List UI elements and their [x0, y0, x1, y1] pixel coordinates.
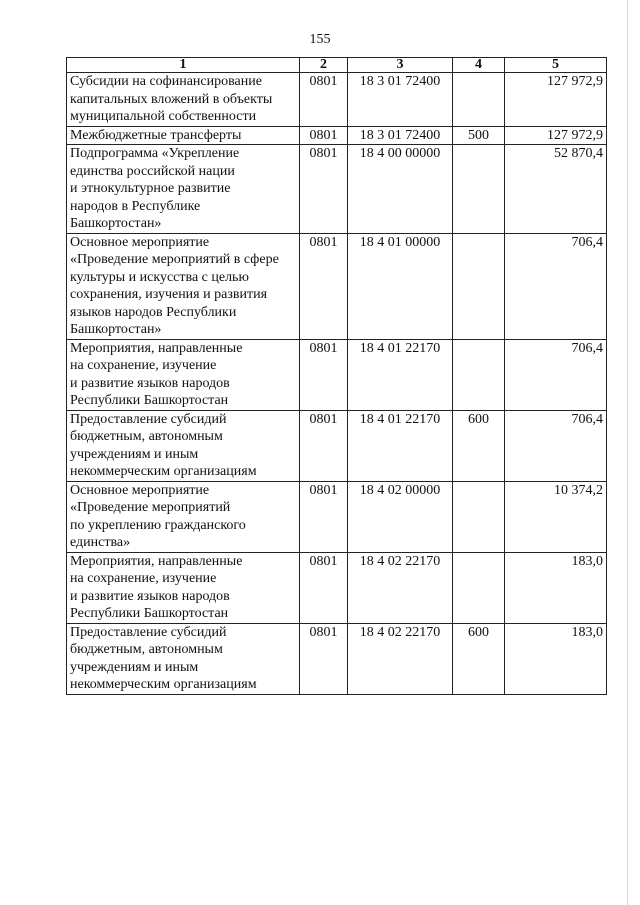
cell-name-line: и этнокультурное развитие [70, 181, 231, 196]
cell-section: 0801 [300, 339, 348, 410]
header-col-3: 3 [348, 58, 453, 73]
cell-name-line: Предоставление субсидий [70, 624, 227, 640]
cell-name-line: капитальных вложений в объекты [70, 91, 273, 107]
table-row [67, 552, 607, 623]
cell-name [67, 623, 300, 694]
cell-name [67, 73, 300, 127]
cell-code: 18 3 01 72400 [348, 126, 453, 145]
cell-type: 600 [453, 623, 505, 694]
cell-name-line: Основное мероприятие [70, 482, 210, 498]
cell-section: 0801 [300, 623, 348, 694]
cell-code: 18 4 02 22170 [348, 552, 453, 623]
cell-name-line: народов в Республике [70, 198, 201, 214]
cell-code: 18 4 02 00000 [348, 481, 453, 552]
table-body [67, 73, 607, 695]
cell-name-line: и развитие языков народов [70, 588, 230, 604]
page-number: 155 [309, 32, 331, 47]
cell-section: 0801 [300, 233, 348, 339]
cell-code: 18 4 01 00000 [348, 233, 453, 339]
cell-name-line: Мероприятия, направленные [70, 340, 243, 356]
table-row [67, 481, 607, 552]
cell-amount: 10 374,2 [505, 481, 607, 552]
table-row [67, 145, 607, 234]
cell-code: 18 4 02 22170 [348, 623, 453, 694]
cell-section: 0801 [300, 481, 348, 552]
cell-name-line: некоммерческим организациям [70, 464, 257, 479]
cell-name [67, 410, 300, 481]
cell-amount: 183,0 [505, 623, 607, 694]
cell-name-line: культуры и искусства с целью [70, 269, 249, 285]
cell-type [453, 339, 505, 410]
cell-name-line: бюджетным, автономным [70, 429, 223, 444]
cell-name-line: Основное мероприятие [70, 234, 210, 250]
cell-section: 0801 [300, 73, 348, 127]
cell-section: 0801 [300, 552, 348, 623]
cell-name-line: Республики Башкортостан [70, 393, 229, 408]
cell-name-line: Республики Башкортостан [70, 606, 229, 621]
table-row [67, 410, 607, 481]
cell-name-line: Предоставление субсидий [70, 411, 227, 427]
cell-amount: 706,4 [505, 410, 607, 481]
cell-name-line: языков народов Республики [70, 304, 237, 320]
cell-code: 18 3 01 72400 [348, 73, 453, 127]
cell-type [453, 73, 505, 127]
budget-table [66, 57, 607, 695]
cell-amount: 52 870,4 [505, 145, 607, 234]
table-header-row [67, 58, 607, 73]
cell-name-line: Субсидии на софинансирование [70, 74, 262, 89]
cell-name-line: единства» [70, 535, 131, 550]
cell-name [67, 233, 300, 339]
cell-type: 600 [453, 410, 505, 481]
cell-name-line: «Проведение мероприятий в сфере [70, 252, 279, 267]
cell-name-line: муниципальной собственности [70, 109, 257, 124]
cell-name-line: Башкортостан» [70, 216, 162, 231]
cell-name [67, 339, 300, 410]
cell-name [67, 552, 300, 623]
table-row [67, 623, 607, 694]
table-row [67, 233, 607, 339]
cell-name-line: некоммерческим организациям [70, 677, 257, 692]
cell-type [453, 552, 505, 623]
cell-name-line: Подпрограмма «Укрепление [70, 146, 240, 161]
cell-name-line: единства российской нации [70, 163, 235, 179]
table-row [67, 339, 607, 410]
cell-type [453, 233, 505, 339]
cell-name-line: на сохранение, изучение [70, 358, 217, 373]
cell-name-line: Межбюджетные трансферты [70, 127, 242, 143]
cell-amount: 127 972,9 [505, 126, 607, 145]
cell-name [67, 481, 300, 552]
cell-name-line: учреждениям и иным [70, 659, 199, 675]
cell-amount: 183,0 [505, 552, 607, 623]
header-col-5: 5 [505, 58, 607, 73]
header-col-4: 4 [453, 58, 505, 73]
cell-name-line: на сохранение, изучение [70, 571, 217, 586]
cell-name-line: по укреплению гражданского [70, 517, 246, 533]
cell-name-line: «Проведение мероприятий [70, 500, 231, 515]
cell-code: 18 4 01 22170 [348, 339, 453, 410]
cell-name-line: бюджетным, автономным [70, 642, 223, 657]
cell-name [67, 126, 300, 145]
table-row [67, 126, 607, 145]
cell-code: 18 4 00 00000 [348, 145, 453, 234]
cell-type [453, 481, 505, 552]
header-col-1: 1 [67, 58, 300, 73]
cell-name-line: Мероприятия, направленные [70, 553, 243, 569]
cell-section: 0801 [300, 410, 348, 481]
cell-amount: 706,4 [505, 339, 607, 410]
cell-section: 0801 [300, 126, 348, 145]
cell-amount: 127 972,9 [505, 73, 607, 127]
cell-name-line: сохранения, изучения и развития [70, 287, 268, 302]
header-col-2: 2 [300, 58, 348, 73]
cell-type: 500 [453, 126, 505, 145]
cell-amount: 706,4 [505, 233, 607, 339]
cell-name-line: учреждениям и иным [70, 446, 199, 462]
table-row [67, 73, 607, 127]
scan-edge-line [627, 0, 628, 905]
cell-name-line: и развитие языков народов [70, 375, 230, 391]
cell-name-line: Башкортостан» [70, 322, 162, 337]
cell-section: 0801 [300, 145, 348, 234]
cell-type [453, 145, 505, 234]
cell-name [67, 145, 300, 234]
cell-code: 18 4 01 22170 [348, 410, 453, 481]
